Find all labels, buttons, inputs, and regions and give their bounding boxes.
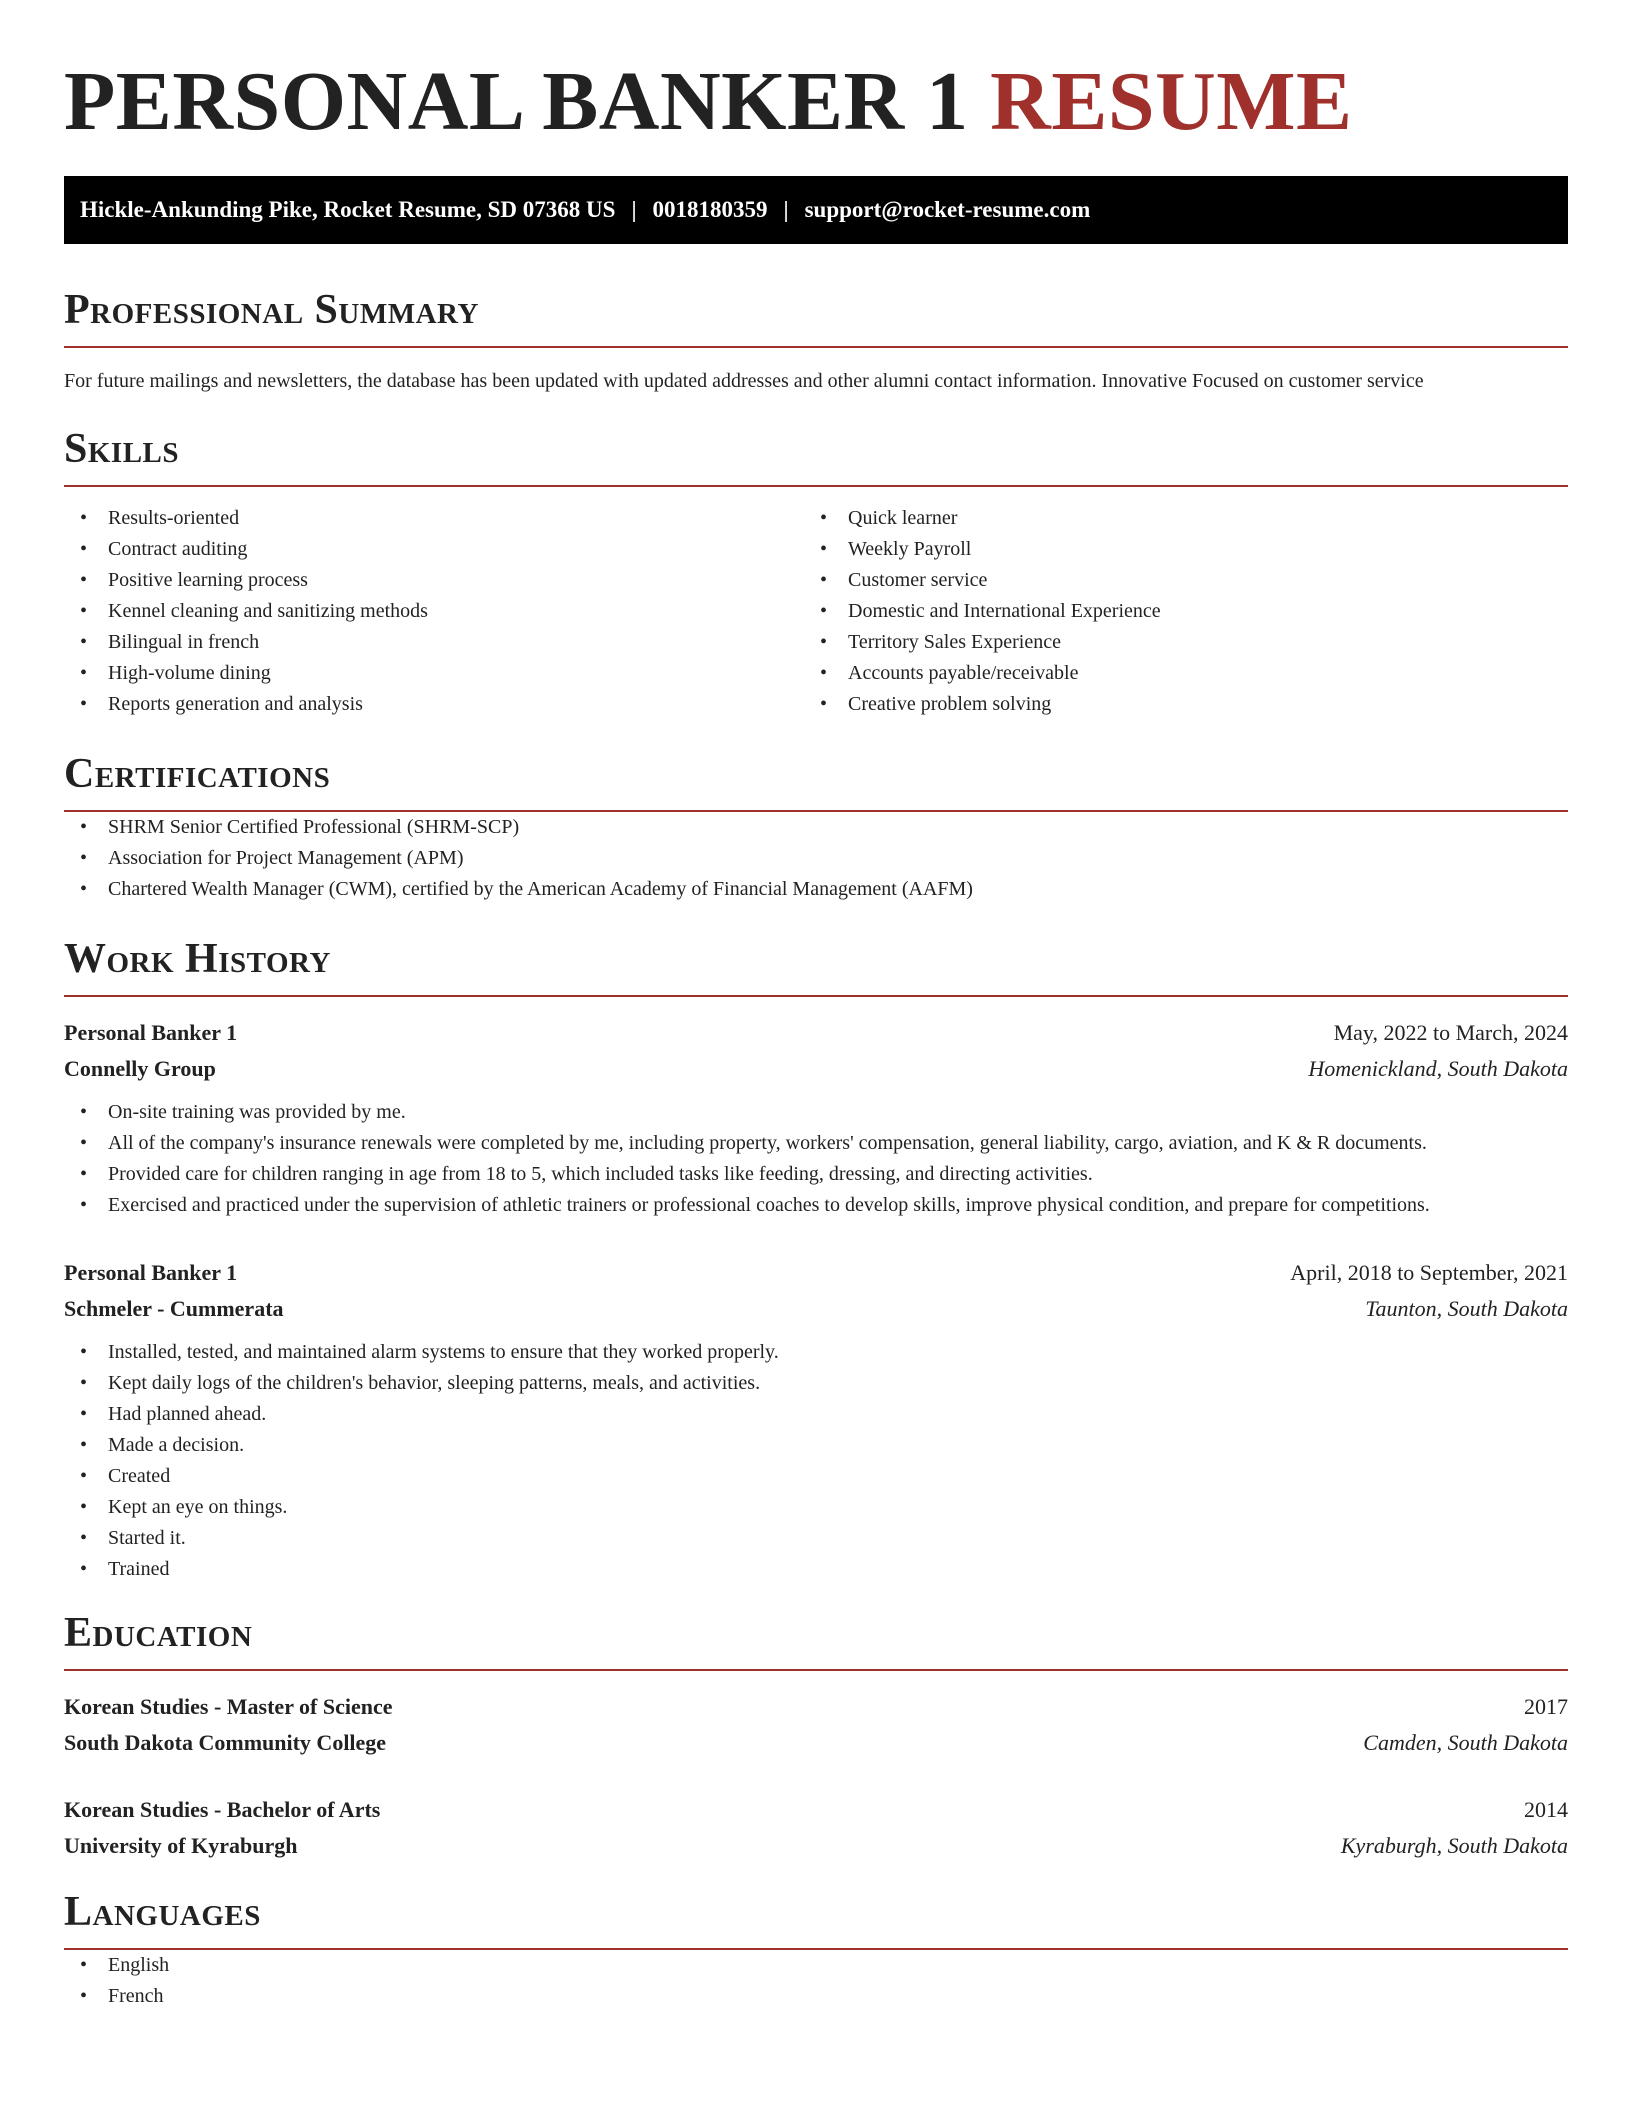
job-bullet: • Provided care for children ranging in age from 18 to 5, which included tasks like feeding, dressing, and directing activities. — [64, 1159, 1568, 1190]
job-company: Schmeler - Cummerata — [64, 1296, 284, 1321]
job-bullet: • Made a decision. — [64, 1430, 1568, 1461]
job-entry — [64, 1255, 1568, 1585]
contact-separator: | — [783, 197, 789, 222]
skill-item: • Results-oriented — [64, 503, 804, 534]
title-accent: RESUME — [990, 55, 1353, 148]
job-bullets — [64, 1097, 1568, 1221]
job-title: Personal Banker 1 — [64, 1020, 238, 1045]
work-history-heading: Work History — [64, 935, 1568, 997]
education-school: South Dakota Community College — [64, 1730, 387, 1755]
education-degree: Korean Studies - Bachelor of Arts — [64, 1797, 381, 1822]
job-bullet: • Kept daily logs of the children's behavior, sleeping patterns, meals, and activities. — [64, 1368, 1568, 1399]
job-bullet: • On-site training was provided by me. — [64, 1097, 1568, 1128]
skill-item: • Positive learning process — [64, 565, 804, 596]
certification-item: • SHRM Senior Certified Professional (SHRM-SCP) — [64, 812, 1568, 843]
skills-grid — [64, 503, 1568, 720]
contact-address: Hickle-Ankunding Pike, Rocket Resume, SD 07368 US — [80, 197, 616, 222]
job-bullet: • Had planned ahead. — [64, 1399, 1568, 1430]
summary-text: For future mailings and newsletters, the database has been updated with updated addresses and other alumni contact information. Innovative Focused on customer service — [64, 370, 1424, 392]
languages-heading: Languages — [64, 1888, 1568, 1950]
education-heading: Education — [64, 1609, 1568, 1671]
education-degree: Korean Studies - Master of Science — [64, 1694, 393, 1719]
job-bullet: • Installed, tested, and maintained alarm systems to ensure that they worked properly. — [64, 1337, 1568, 1368]
contact-bar — [64, 176, 1568, 244]
skill-item: • Customer service — [804, 565, 1544, 596]
skill-item: • Reports generation and analysis — [64, 689, 804, 720]
job-dates: April, 2018 to September, 2021 — [1290, 1260, 1568, 1285]
job-company-row — [64, 1291, 1568, 1327]
education-entry — [64, 1689, 1568, 1761]
job-bullet: • Exercised and practiced under the supervision of athletic trainers or professional coaches to develop skills, improve physical condition, and prepare for competitions. — [64, 1190, 1568, 1221]
education-school-row — [64, 1828, 1568, 1864]
certifications-heading: Certifications — [64, 750, 1568, 812]
skill-item: • Quick learner — [804, 503, 1544, 534]
contact-separator: | — [631, 197, 637, 222]
job-bullet: • Started it. — [64, 1523, 1568, 1554]
skill-item: • Bilingual in french — [64, 627, 804, 658]
resume-title — [64, 0, 1568, 176]
skills-right-list — [804, 503, 1544, 720]
certification-item: • Association for Project Management (APM) — [64, 843, 1568, 874]
education-degree-row — [64, 1689, 1568, 1725]
job-bullet: • Created — [64, 1461, 1568, 1492]
skill-item: • Contract auditing — [64, 534, 804, 565]
education-year: 2017 — [1524, 1694, 1568, 1719]
education-degree-row — [64, 1792, 1568, 1828]
skill-item: • Creative problem solving — [804, 689, 1544, 720]
job-entry — [64, 1015, 1568, 1221]
language-item: • French — [64, 1981, 1568, 2012]
skill-item: • Accounts payable/receivable — [804, 658, 1544, 689]
job-bullets — [64, 1337, 1568, 1585]
skill-item: • Weekly Payroll — [804, 534, 1544, 565]
language-item: • English — [64, 1950, 1568, 1981]
job-dates: May, 2022 to March, 2024 — [1333, 1020, 1568, 1045]
skill-item: • Domestic and International Experience — [804, 596, 1544, 627]
skill-item: • High-volume dining — [64, 658, 804, 689]
job-bullet: • All of the company's insurance renewals were completed by me, including property, workers' compensation, general liability, cargo, aviation, and K & R documents. — [64, 1128, 1568, 1159]
job-company: Connelly Group — [64, 1056, 216, 1081]
certification-item: • Chartered Wealth Manager (CWM), certified by the American Academy of Financial Management (AAFM) — [64, 874, 1568, 905]
education-year: 2014 — [1524, 1797, 1568, 1822]
job-location: Homenickland, South Dakota — [1308, 1056, 1568, 1081]
job-header-row — [64, 1255, 1568, 1291]
education-school: University of Kyraburgh — [64, 1833, 298, 1858]
languages-list — [64, 1950, 1568, 2012]
job-bullet: • Kept an eye on things. — [64, 1492, 1568, 1523]
skills-left-list — [64, 503, 804, 720]
skill-item: • Territory Sales Experience — [804, 627, 1544, 658]
contact-email[interactable]: support@rocket-resume.com — [804, 197, 1091, 222]
skills-heading: Skills — [64, 425, 1568, 487]
title-main: PERSONAL BANKER 1 — [64, 55, 969, 148]
job-header-row — [64, 1015, 1568, 1051]
job-title: Personal Banker 1 — [64, 1260, 238, 1285]
education-location: Camden, South Dakota — [1363, 1730, 1568, 1755]
education-location: Kyraburgh, South Dakota — [1340, 1833, 1568, 1858]
job-bullet: • Trained — [64, 1554, 1568, 1585]
education-school-row — [64, 1725, 1568, 1761]
job-company-row — [64, 1051, 1568, 1087]
education-entry — [64, 1792, 1568, 1864]
certifications-list — [64, 812, 1568, 905]
summary-heading: Professional Summary — [64, 286, 1568, 348]
contact-phone[interactable]: 0018180359 — [652, 197, 768, 222]
skill-item: • Kennel cleaning and sanitizing methods — [64, 596, 804, 627]
job-location: Taunton, South Dakota — [1365, 1296, 1568, 1321]
